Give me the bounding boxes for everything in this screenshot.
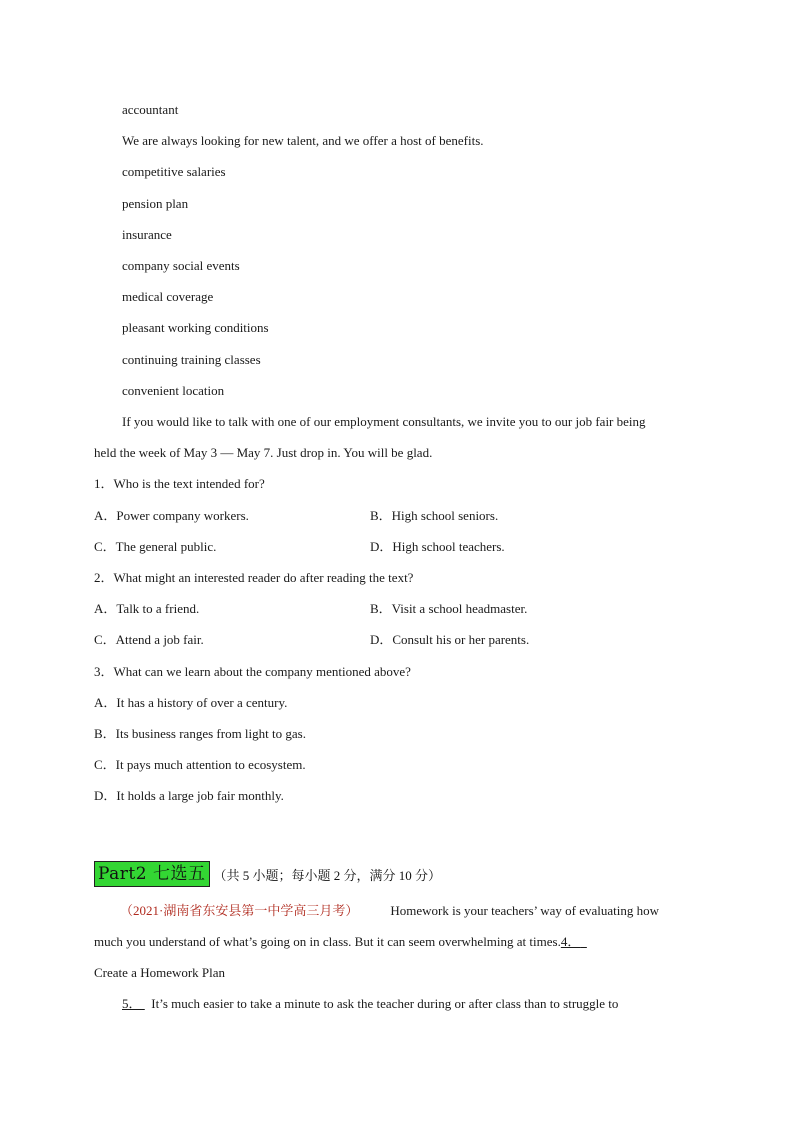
homework-plan-heading: Create a Homework Plan <box>94 965 226 980</box>
part2-passage-line-5 <box>122 996 618 1012</box>
list-item-accountant: accountant <box>122 102 179 117</box>
question-1-option-b: B．High school seniors. <box>370 508 499 523</box>
blank-4[interactable]: 4． <box>560 934 581 949</box>
question-1-option-c: C．The general public. <box>94 539 217 554</box>
closing-paragraph-line-1: If you would like to talk with one of our employment consultants, we invite you to our job fair being <box>122 414 646 429</box>
question-3-option-c: C．It pays much attention to ecosystem. <box>94 757 306 772</box>
question-2-option-c: C．Attend a job fair. <box>94 632 204 647</box>
benefit-item: pleasant working conditions <box>122 320 269 335</box>
benefit-item: convenient location <box>122 383 225 398</box>
benefit-item: insurance <box>122 227 172 242</box>
question-3-option-d: D．It holds a large job fair monthly. <box>94 788 284 803</box>
part2-heading <box>94 861 441 887</box>
part2-passage-line-2 <box>94 934 587 950</box>
blank-5[interactable]: 5． <box>122 996 142 1011</box>
passage-line-5-text: It’s much easier to take a minute to ask the teacher during or after class than to struggle to <box>151 996 619 1011</box>
source-citation: （2021·湖南省东安县第一中学高三月考） <box>120 903 359 918</box>
question-2-stem: 2．What might an interested reader do after reading the text? <box>94 570 414 585</box>
closing-paragraph-line-2: held the week of May 3 — May 7. Just drop in. You will be glad. <box>94 445 433 460</box>
benefit-item: pension plan <box>122 196 189 211</box>
question-3-option-b: B．Its business ranges from light to gas. <box>94 726 306 741</box>
question-2-option-a: A．Talk to a friend. <box>94 601 200 616</box>
question-1-stem: 1．Who is the text intended for? <box>94 476 265 491</box>
benefit-item: competitive salaries <box>122 164 226 179</box>
question-3-option-a: A．It has a history of over a century. <box>94 695 288 710</box>
question-1-option-a: A．Power company workers. <box>94 508 249 523</box>
question-3-stem: 3．What can we learn about the company mentioned above? <box>94 664 411 679</box>
benefit-item: company social events <box>122 258 240 273</box>
benefit-item: continuing training classes <box>122 352 261 367</box>
question-2-option-b: B．Visit a school headmaster. <box>370 601 528 616</box>
part2-badge: Part2 七选五 <box>94 861 210 887</box>
passage-line-2-text: much you understand of what’s going on in class. But it can seem overwhelming at times. <box>94 934 561 949</box>
part2-scoring-note: （共 5 小题；每小题 2 分，满分 10 分） <box>213 867 442 883</box>
passage-start: Homework is your teachers’ way of evaluating how <box>390 903 660 918</box>
question-2-option-d: D．Consult his or her parents. <box>370 632 530 647</box>
benefits-intro-sentence: We are always looking for new talent, and we offer a host of benefits. <box>122 133 484 148</box>
part2-passage-line-1 <box>120 903 659 919</box>
benefit-item: medical coverage <box>122 289 214 304</box>
question-1-option-d: D．High school teachers. <box>370 539 505 554</box>
